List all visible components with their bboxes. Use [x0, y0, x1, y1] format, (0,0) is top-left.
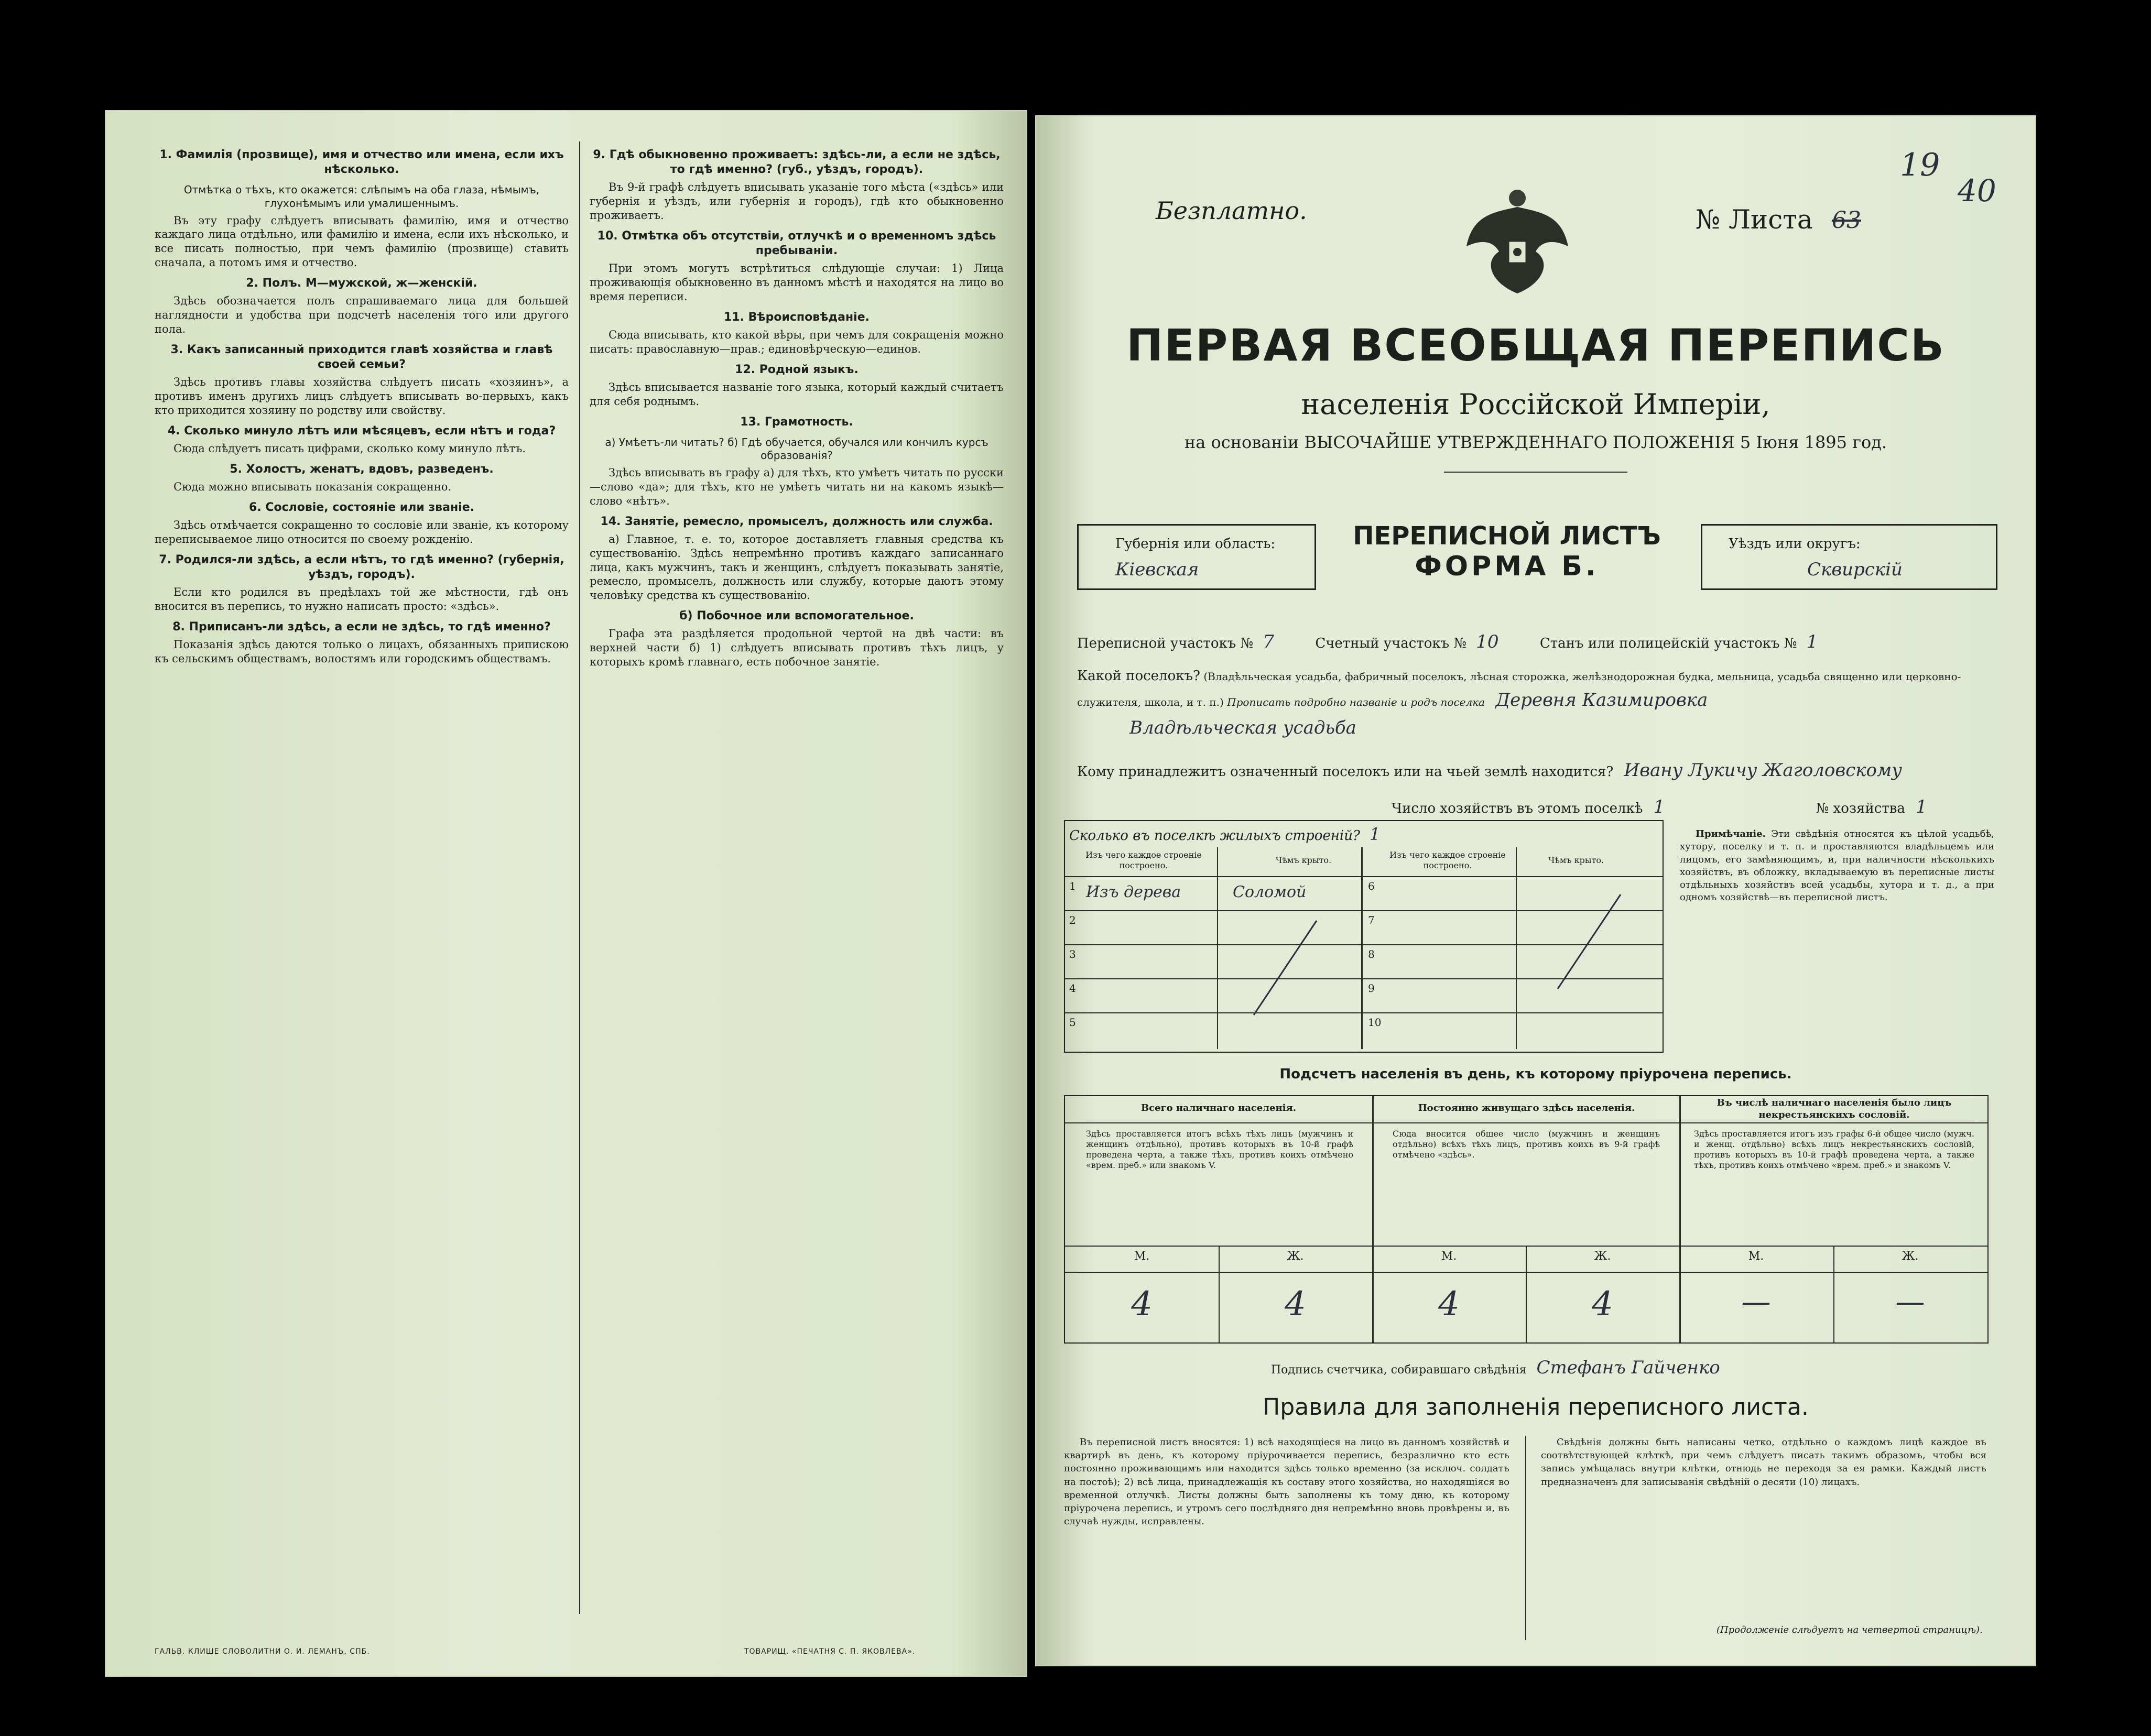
- section-heading: 10. Отмѣтка объ отсутствіи, отлучкѣ и о временномъ здѣсь пребываніи.: [597, 229, 996, 258]
- f-label: Ж.: [1594, 1250, 1611, 1263]
- row-number: 1: [1069, 880, 1076, 892]
- households-row: [1392, 796, 2000, 817]
- province-label: Губернія или область:: [1115, 536, 1276, 552]
- instructions-column-2: [590, 141, 1004, 673]
- note-text: Эти свѣдѣнія относятся къ цѣлой усадьбѣ, хутору, поселку и т. п. и проставляются владѣльцемъ или лицомъ, его замѣняющимъ, и, при наличности нѣсколькихъ хозяйствъ, въ обложку, вкладываемую въ переписные листы отдѣльныхъ хозяйствъ всей усадьбы, хутора и т. д., а при одномъ хозяйствѣ—въ переписной листъ.: [1680, 828, 1994, 903]
- form-main-title: ПЕРВАЯ ВСЕОБЩАЯ ПЕРЕПИСЬ: [1126, 320, 1945, 371]
- row-number: 2: [1069, 914, 1076, 926]
- section-heading: 8. Приписанъ-ли здѣсь, а если не здѣсь, то гдѣ именно?: [172, 620, 551, 634]
- signature-value: Стефанъ Гайченко: [1536, 1357, 1720, 1378]
- f-label: Ж.: [1287, 1250, 1304, 1263]
- col-divider: [1361, 847, 1363, 1049]
- tally-col3-head: Въ числѣ наличнаго населенія было лицъ некрестьянскихъ сословій.: [1717, 1097, 1952, 1120]
- left-page-instructions: [105, 110, 1027, 1677]
- owner-row: [1077, 760, 2010, 781]
- section-text: Графа эта раздѣляется продольной чертой на двѣ части: въ верхней части б) 1) слѣдуетъ вписывать противъ тѣхъ лицъ, у которыхъ кромѣ главнаго, есть побочное занятіе.: [590, 627, 1004, 669]
- column-divider: [579, 141, 580, 1614]
- m-label: М.: [1441, 1250, 1457, 1263]
- rules-divider: [1525, 1436, 1526, 1640]
- row-number: 4: [1069, 982, 1076, 995]
- buildings-row: [1069, 824, 1381, 844]
- roof-header: Чѣмъ крыто.: [1275, 855, 1332, 865]
- rules-right: Свѣдѣнія должны быть написаны четко, отдѣльно о каждомъ лицѣ каждое въ соотвѣтствующей клѣткѣ, при чемъ слѣдуетъ писать такимъ образомъ, чтобы вся запись умѣщалась внутри клѣтки, отнюдь не переходя за ея рамки. Каждый листъ предназначенъ для записыванія свѣдѣній о десяти (10) лицахъ.: [1541, 1437, 1986, 1488]
- material-header: Изъ чего каждое строеніе построено.: [1085, 850, 1202, 870]
- section-text: Здѣсь отмѣчается сокращенно то сословіе или званіе, къ которому переписываемое лицо относится по своему рожденію.: [155, 518, 569, 545]
- sheet-number-label: № Листа: [1696, 204, 1813, 235]
- section-text: Въ 9-й графѣ слѣдуетъ вписывать указаніе того мѣста («здѣсь» или губернія и уѣздъ, или губернія и городъ), гдѣ кто обыкновенно проживаетъ.: [590, 181, 1004, 222]
- row1-material: Изъ дерева: [1086, 883, 1181, 901]
- tally-box: [1064, 1095, 1989, 1344]
- note-block: [1680, 828, 1994, 904]
- owner-label: Кому принадлежитъ означенный поселокъ или на чьей землѣ находится?: [1077, 764, 1614, 780]
- section-text: Здѣсь вписывается названіе того языка, который каждый считаетъ для себя роднымъ.: [590, 380, 1004, 408]
- stan-value: 1: [1806, 631, 1818, 652]
- permanent-male: 4: [1438, 1285, 1460, 1324]
- section-heading: 3. Какъ записанный приходится главѣ хозяйства и главѣ своей семьи?: [170, 343, 553, 371]
- row-number: 3: [1069, 948, 1076, 960]
- row-number: 10: [1368, 1016, 1382, 1029]
- non-peasant-male: —: [1741, 1285, 1771, 1319]
- row-number: 8: [1368, 948, 1375, 960]
- section-text: Сюда вписывать, кто какой вѣры, при чемъ для сокращенія можно писать: православную—прав.; единовѣрческую—единов.: [590, 329, 1004, 355]
- section-heading: 2. Полъ. М—мужской, ж—женскій.: [246, 277, 477, 290]
- row1-roof: Соломой: [1233, 883, 1307, 901]
- household-number-value: 1: [1916, 796, 1927, 817]
- roof-header-2: Чѣмъ крыто.: [1548, 855, 1604, 865]
- section-text: При этомъ могутъ встрѣтиться слѣдующіе случаи: 1) Лица проживающія обыкновенно въ данномъ мѣстѣ и находятся на лицо во время переписи.: [590, 262, 1004, 303]
- section-heading: 7. Родился-ли здѣсь, а если нѣтъ, то гдѣ именно? (губернія, уѣздъ, городъ).: [159, 553, 564, 581]
- imprint-left: ГАЛЬВ. КЛИШЕ СЛОВОЛИТНИ О. И. ЛЕМАНЪ, СПБ.: [155, 1647, 370, 1656]
- sheet-number-value: 63: [1832, 207, 1861, 234]
- m-label: М.: [1748, 1250, 1764, 1263]
- total-female: 4: [1285, 1285, 1306, 1324]
- row-divider: [1065, 1122, 1987, 1123]
- province-box: [1077, 524, 1316, 590]
- settlement-block: [1077, 665, 2000, 742]
- settlement-label: Какой поселокъ?: [1077, 668, 1200, 684]
- form-name-block: [1323, 521, 1690, 582]
- census-section-value: 7: [1263, 631, 1275, 652]
- households-label: Число хозяйствъ въ этомъ поселкѣ: [1392, 801, 1643, 816]
- section-subheading: а) Умѣетъ-ли читать? б) Гдѣ обучается, обучался или кончилъ курсъ образованія?: [605, 435, 988, 462]
- total-male: 4: [1131, 1285, 1153, 1324]
- col-divider: [1516, 847, 1517, 1049]
- count-section-label: Счетный участокъ №: [1315, 636, 1467, 651]
- household-number-label: № хозяйства: [1816, 801, 1905, 816]
- corner-number-2: 40: [1958, 173, 1996, 209]
- signature-label: Подпись счетчика, собиравшаго свѣдѣнія: [1271, 1363, 1527, 1377]
- row-number: 9: [1368, 982, 1375, 995]
- section-text: Здѣсь обозначается полъ спрашиваемаго лица для большей наглядности и удобства при подсчетѣ населенія того или другого пола.: [155, 294, 569, 335]
- census-section-label: Переписной участокъ №: [1077, 636, 1254, 651]
- section-heading: 13. Грамотность.: [740, 415, 853, 429]
- settlement-hint: (Владѣльческая усадьба, фабричный поселокъ, лѣсная сторожка, желѣзнодорожная будка, мельница, усадьба священно или церковно-служителя, школа, и т. п.): [1077, 670, 1961, 709]
- note-title: Примѣчаніе.: [1696, 828, 1766, 839]
- form-subtitle: населенія Россійской Имперіи,: [1301, 388, 1770, 421]
- row-number: 7: [1368, 914, 1375, 926]
- settlement-hint-2: Прописать подробно названіе и родъ поселка: [1227, 696, 1485, 709]
- tally-col2-desc: Сюда вносится общее число (мужчинъ и женщинъ отдѣльно) всѣхъ тѣхъ лицъ, противъ коихъ въ 9-й графѣ отмѣчено «здѣсь».: [1393, 1129, 1660, 1160]
- tally-col1-head: Всего наличнаго населенія.: [1140, 1102, 1297, 1113]
- section-text: Показанія здѣсь даются только о лицахъ, обязанныхъ припискою къ сельскимъ обществамъ, волостямъ или городскимъ обществамъ.: [155, 638, 569, 665]
- imperial-eagle-icon: [1462, 183, 1572, 299]
- buildings-value: 1: [1370, 824, 1381, 844]
- settlement-value-2: Владѣльческая усадьба: [1129, 717, 1356, 738]
- section-text: Сюда можно вписывать показанія сокращенно.: [173, 480, 452, 493]
- section-heading: 14. Занятіе, ремесло, промыселъ, должность или служба.: [600, 515, 993, 528]
- section-text: а) Главное, т. е. то, которое доставляетъ главныя средства къ существованію. Здѣсь непремѣнно противъ каждаго записаннаго лица, какъ мужчинъ, такъ и женщинъ, слѣдуетъ показывать занятіе, ремесло, промыселъ, должность или службу, которые даютъ этому человѣку средства къ существованію.: [590, 532, 1004, 602]
- rules-left: Въ переписной листъ вносятся: 1) всѣ находящіеся на лицо въ данномъ хозяйствѣ и квартирѣ въ день, къ которому пріурочивается перепись, безразлично кто есть постоянно проживающимъ или находится здѣсь только временно (за исключ. солдатъ на постоѣ); 2) всѣ лица, принадлежащія къ составу этого хозяйства, но находящіяся во временной отлучкѣ. Листы должны быть заполнены къ тому дню, къ которому пріурочена перепись, и утромъ сего послѣдняго дня непремѣнно вновь провѣрены и, въ случаѣ нужды, исправлены.: [1064, 1437, 1509, 1527]
- section-text: Здѣсь противъ главы хозяйства слѣдуетъ писать «хозяинъ», а противъ именъ другихъ лицъ слѣдуетъ вписывать во-первыхъ, какъ кто приходится хозяину по родству или свойству.: [155, 376, 569, 417]
- m-label: М.: [1134, 1250, 1150, 1263]
- section-text: Въ эту графу слѣдуетъ вписывать фамилію, имя и отчество каждаго лица отдѣльно, или фамилію и имена, если ихъ нѣсколько, и все писать полностью, при чемъ фамилію (прозвище) ставить сначала, а потомъ имя и отчество.: [155, 214, 569, 269]
- province-value: Кіевская: [1115, 559, 1199, 580]
- section-text: Здѣсь вписывать въ графу а) для тѣхъ, кто умѣетъ читать по русски—слово «да»; для тѣхъ, кто не умѣетъ читать ни на какомъ языкѣ—слово «нѣтъ».: [590, 466, 1004, 507]
- district-value: Сквирскій: [1807, 559, 1903, 580]
- tally-col2-head: Постоянно живущаго здѣсь населенія.: [1418, 1102, 1635, 1113]
- col-divider: [1217, 847, 1218, 1049]
- section-text: Если кто родился въ предѣлахъ той же мѣстности, гдѣ онъ вносится въ перепись, то нужно написать просто: «здѣсь».: [155, 586, 569, 613]
- count-section-value: 10: [1476, 631, 1499, 652]
- households-value: 1: [1653, 796, 1665, 817]
- section-heading: 4. Сколько минуло лѣтъ или мѣсяцевъ, если нѣтъ и года?: [167, 424, 556, 438]
- signature-row: [1271, 1357, 1720, 1378]
- form-title: ПЕРЕПИСНОЙ ЛИСТЪ: [1353, 521, 1661, 551]
- section-text: Сюда слѣдуетъ писать цифрами, сколько кому минуло лѣтъ.: [173, 442, 526, 455]
- section-heading: 5. Холостъ, женатъ, вдовъ, разведенъ.: [230, 462, 494, 476]
- form-type: ФОРМА Б.: [1415, 551, 1599, 582]
- non-peasant-female: —: [1895, 1285, 1925, 1319]
- section-heading: 6. Сословіе, состояніе или званіе.: [249, 500, 474, 514]
- buildings-box: [1064, 820, 1664, 1053]
- tally-title: Подсчетъ населенія въ день, къ которому пріурочена перепись.: [1279, 1066, 1792, 1082]
- section-heading: б) Побочное или вспомогательное.: [679, 609, 914, 623]
- stan-label: Станъ или полицейскій участокъ №: [1539, 636, 1797, 651]
- free-label: Безплатно.: [1156, 196, 1307, 225]
- imprint-right: ТОВАРИЩ. «ПЕЧАТНЯ С. П. ЯКОВЛЕВА».: [744, 1647, 916, 1656]
- row-divider: [1065, 1012, 1663, 1013]
- permanent-female: 4: [1592, 1285, 1613, 1324]
- tally-col1-desc: Здѣсь проставляется итогъ всѣхъ тѣхъ лицъ (мужчинъ и женщинъ отдѣльно), противъ которыхъ въ 10-й графѣ проведена черта, а также тѣхъ, противъ коихъ отмѣчено «врем. преб.» или знакомъ V.: [1086, 1129, 1353, 1170]
- district-label: Уѣздъ или округъ:: [1729, 536, 1861, 552]
- buildings-label: Сколько въ поселкѣ жилыхъ строеній?: [1069, 828, 1360, 844]
- tally-col3-desc: Здѣсь проставляется итогъ изъ графы 6-й общее число (мужч. и женщ. отдѣльно) всѣхъ лицъ некрестьянскихъ сословій, противъ которыхъ въ 10-й графѣ проведена черта, а также тѣхъ, противъ коихъ отмѣчено «врем. преб.» и знакомъ V.: [1694, 1129, 1974, 1170]
- section-heading: 1. Фамилія (прозвище), имя и отчество или имена, если ихъ нѣсколько.: [159, 148, 564, 177]
- section-heading: 9. Гдѣ обыкновенно проживаетъ: здѣсь-ли, а если не здѣсь, то гдѣ именно? (губ., уѣздъ, городъ).: [593, 148, 1001, 177]
- district-box: [1701, 524, 1997, 590]
- instructions-column-1: [155, 141, 569, 670]
- row-number: 5: [1069, 1016, 1076, 1029]
- row-divider: [1065, 876, 1663, 877]
- right-page-census-form: [1035, 115, 2036, 1666]
- sections-row: [1077, 631, 2000, 652]
- section-heading: 11. Вѣроисповѣданіе.: [724, 310, 870, 324]
- form-basis: на основаніи ВЫСОЧАЙШЕ УТВЕРЖДЕННАГО ПОЛОЖЕНІЯ 5 Іюня 1895 год.: [1184, 432, 1887, 452]
- continuation-note: (Продолженіе слѣдуетъ на четвертой страницѣ).: [1717, 1624, 1983, 1635]
- section-subheading: Отмѣтка о тѣхъ, кто окажется: слѣпымъ на оба глаза, нѣмымъ, глухонѣмымъ или умалишеннымъ.: [183, 183, 540, 210]
- strike-mark: [1238, 915, 1343, 1020]
- owner-value: Ивану Лукичу Жаголовскому: [1624, 760, 1902, 781]
- section-heading: 12. Родной языкъ.: [735, 363, 859, 376]
- f-label: Ж.: [1902, 1250, 1919, 1263]
- row-number: 6: [1368, 880, 1375, 892]
- strike-mark: [1537, 889, 1642, 994]
- divider: [1444, 472, 1627, 473]
- rules-title: Правила для заполненія переписного листа.: [1263, 1394, 1809, 1421]
- material-header-2: Изъ чего каждое строеніе построено.: [1389, 850, 1506, 870]
- settlement-value: Деревня Казимировка: [1495, 690, 1708, 711]
- corner-number-1: 19: [1900, 147, 1940, 183]
